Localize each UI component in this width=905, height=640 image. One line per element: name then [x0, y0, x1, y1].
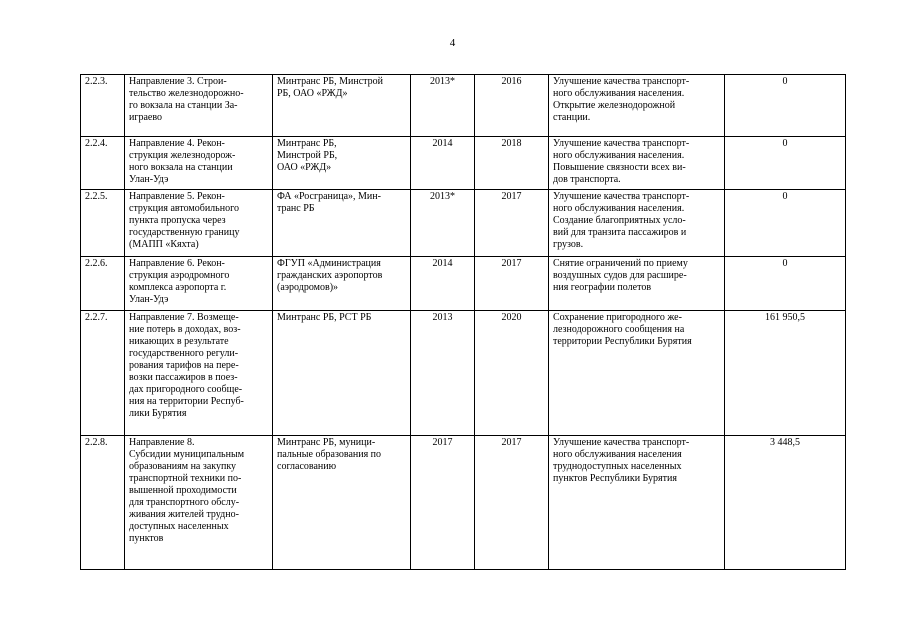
direction-cell-line: лики Бурятия [129, 408, 187, 419]
table-row [81, 311, 846, 436]
result-cell-line: территории Республики Бурятия [553, 336, 692, 347]
result-cell-line: дов транспорта. [553, 174, 621, 185]
table-row [81, 257, 846, 311]
end-year-cell: 2017 [475, 436, 549, 570]
table-row [81, 137, 846, 190]
direction-cell-line: струкция автомобильного [129, 203, 239, 214]
direction-cell-line: транспортной техники по- [129, 473, 242, 484]
executors-cell-line: Минтранс РБ, Минстрой [277, 76, 383, 87]
result-cell-line: Улучшение качества транспорт- [553, 191, 690, 202]
executors-cell-line: ФА «Росграница», Мин- [277, 191, 381, 202]
direction-cell-line: пунктов [129, 533, 164, 544]
direction-cell-line: играево [129, 112, 162, 123]
amount-cell: 3 448,5 [725, 436, 846, 570]
direction-cell-line: рования тарифов на пере- [129, 360, 239, 371]
item-number-cell: 2.2.4. [81, 137, 125, 190]
executors-cell-line: Минстрой РБ, [277, 150, 338, 161]
result-cell-line: грузов. [553, 239, 584, 250]
direction-cell-line: государственную границу [129, 227, 240, 238]
start-year-cell: 2017 [411, 436, 475, 570]
direction-cell-line: доступных населенных [129, 521, 229, 532]
executors-cell-line: Минтранс РБ, муници- [277, 437, 376, 448]
result-cell-line: лезнодорожного сообщения на [553, 324, 685, 335]
executors-cell-line: (аэродромов)» [277, 282, 339, 293]
direction-cell-line: Направление 3. Строи- [129, 76, 227, 87]
result-cell [549, 137, 725, 190]
direction-cell-line: Направление 4. Рекон- [129, 138, 225, 149]
executors-cell [273, 137, 411, 190]
item-number-cell: 2.2.6. [81, 257, 125, 311]
result-cell-line: Улучшение качества транспорт- [553, 76, 690, 87]
direction-cell-line: живания жителей трудно- [129, 509, 239, 520]
executors-cell-line: Минтранс РБ, РСТ РБ [277, 312, 372, 323]
item-number-cell: 2.2.8. [81, 436, 125, 570]
direction-cell-line: го вокзала на станции За- [129, 100, 238, 111]
direction-cell-line: вышенной проходимости [129, 485, 237, 496]
direction-cell-line: для транспортного обслу- [129, 497, 240, 508]
result-cell-line: труднодоступных населенных [553, 461, 682, 472]
executors-cell [273, 75, 411, 137]
executors-cell-line: ОАО «РЖД» [277, 162, 332, 173]
table-row [81, 75, 846, 137]
direction-cell-line: Направление 8. [129, 437, 195, 448]
start-year-cell: 2014 [411, 137, 475, 190]
result-cell-line: Создание благоприятных усло- [553, 215, 686, 226]
executors-cell-line: гражданских аэропортов [277, 270, 383, 281]
direction-cell-line: тельство железнодорожно- [129, 88, 244, 99]
executors-cell-line: ФГУП «Администрация [277, 258, 381, 269]
result-cell-line: ного обслуживания населения [553, 449, 682, 460]
direction-cell-line: никающих в результате [129, 336, 229, 347]
executors-cell [273, 436, 411, 570]
start-year-cell: 2013* [411, 190, 475, 257]
end-year-cell: 2020 [475, 311, 549, 436]
direction-cell-line: Направление 5. Рекон- [129, 191, 225, 202]
result-cell-line: станции. [553, 112, 591, 123]
item-number-cell: 2.2.3. [81, 75, 125, 137]
result-cell-line: Сохранение пригородного же- [553, 312, 682, 323]
direction-cell-line: ния на территории Респуб- [129, 396, 244, 407]
start-year-cell: 2014 [411, 257, 475, 311]
result-cell-line: ния географии полетов [553, 282, 652, 293]
start-year-cell: 2013* [411, 75, 475, 137]
executors-cell-line: Минтранс РБ, [277, 138, 337, 149]
result-cell [549, 311, 725, 436]
direction-cell-line: государственного регули- [129, 348, 239, 359]
direction-cell-line: ние потерь в доходах, воз- [129, 324, 241, 335]
direction-cell-line: струкция аэродромного [129, 270, 230, 281]
direction-cell-line: Направление 7. Возмеще- [129, 312, 239, 323]
direction-cell-line: ного вокзала на станции [129, 162, 233, 173]
direction-cell-line: комплекса аэропорта г. [129, 282, 227, 293]
amount-cell: 0 [725, 257, 846, 311]
item-number-cell: 2.2.7. [81, 311, 125, 436]
direction-cell [125, 311, 273, 436]
result-cell-line: Открытие железнодорожной [553, 100, 676, 111]
result-cell-line: ного обслуживания населения. [553, 88, 685, 99]
result-cell-line: воздушных судов для расшире- [553, 270, 687, 281]
executors-cell [273, 311, 411, 436]
executors-cell-line: транс РБ [277, 203, 315, 214]
executors-cell-line: пальные образования по [277, 449, 382, 460]
executors-cell [273, 257, 411, 311]
result-cell-line: Повышение связности всех ви- [553, 162, 686, 173]
direction-cell [125, 75, 273, 137]
result-cell [549, 75, 725, 137]
direction-cell-line: Субсидии муниципальным [129, 449, 245, 460]
table-row [81, 436, 846, 570]
result-cell-line: Снятие ограничений по приему [553, 258, 688, 269]
direction-cell-line: образованиям на закупку [129, 461, 237, 472]
result-cell-line: Улучшение качества транспорт- [553, 138, 690, 149]
executors-cell-line: согласованию [277, 461, 337, 472]
direction-cell-line: пункта пропуска через [129, 215, 226, 226]
direction-cell-line: Улан-Удэ [129, 174, 169, 185]
table-row [81, 190, 846, 257]
result-cell-line: ного обслуживания населения. [553, 150, 685, 161]
amount-cell: 0 [725, 190, 846, 257]
result-cell-line: вий для транзита пассажиров и [553, 227, 687, 238]
direction-cell [125, 190, 273, 257]
result-cell-line: Улучшение качества транспорт- [553, 437, 690, 448]
direction-cell [125, 436, 273, 570]
direction-cell [125, 257, 273, 311]
direction-cell-line: Направление 6. Рекон- [129, 258, 225, 269]
direction-cell-line: дах пригородного сообще- [129, 384, 243, 395]
page-number: 4 [449, 37, 456, 49]
amount-cell: 0 [725, 137, 846, 190]
result-cell-line: пунктов Республики Бурятия [553, 473, 677, 484]
item-number-cell: 2.2.5. [81, 190, 125, 257]
end-year-cell: 2016 [475, 75, 549, 137]
direction-cell-line: (МАПП «Кяхта) [129, 239, 199, 250]
start-year-cell: 2013 [411, 311, 475, 436]
executors-cell [273, 190, 411, 257]
activities-table [80, 74, 846, 570]
direction-cell-line: возки пассажиров в поез- [129, 372, 238, 383]
direction-cell-line: Улан-Удэ [129, 294, 169, 305]
direction-cell-line: струкция железнодорож- [129, 150, 236, 161]
amount-cell: 161 950,5 [725, 311, 846, 436]
amount-cell: 0 [725, 75, 846, 137]
result-cell [549, 436, 725, 570]
result-cell [549, 190, 725, 257]
executors-cell-line: РБ, ОАО «РЖД» [277, 88, 348, 99]
result-cell [549, 257, 725, 311]
end-year-cell: 2017 [475, 257, 549, 311]
end-year-cell: 2018 [475, 137, 549, 190]
result-cell-line: ного обслуживания населения. [553, 203, 685, 214]
direction-cell [125, 137, 273, 190]
end-year-cell: 2017 [475, 190, 549, 257]
